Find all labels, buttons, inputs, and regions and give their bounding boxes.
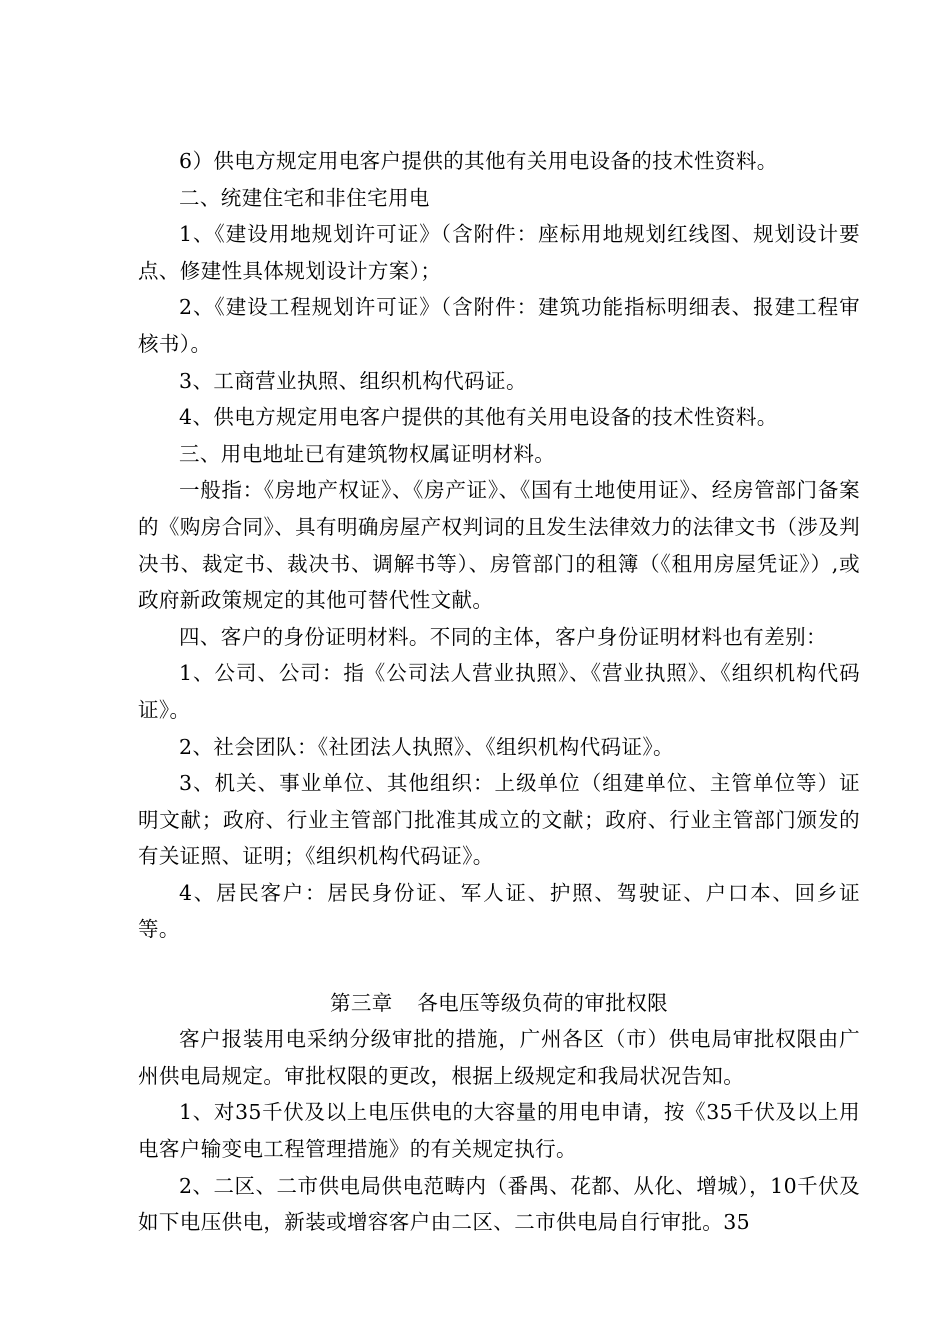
paragraph: 4、居民客户：居民身份证、军人证、护照、驾驶证、户口本、回乡证等。 — [138, 880, 860, 942]
paragraph: 3、机关、事业单位、其他组织：上级单位（组建单位、主管单位等）证明文献；政府、行业主管部门批准其成立的文献；政府、行业主管部门颁发的有关证照、证明；《组织机构代码证》。 — [138, 771, 860, 869]
section-heading: 二、统建住宅和非住宅用电 — [179, 185, 430, 210]
paragraph: 客户报装用电采纳分级审批的措施，广州各区（市）供电局审批权限由广州供电局规定。审批权限的更改，根据上级规定和我局状况告知。 — [138, 1027, 860, 1088]
paragraph: 1、对35千伏及以上电压供电的大容量的用电申请，按《35千伏及以上用电客户输变电工程管理措施》的有关规定执行。 — [138, 1100, 860, 1162]
paragraph: 1、公司、公司：指《公司法人营业执照》、《营业执照》、《组织机构代码证》。 — [138, 661, 860, 722]
section-heading: 三、用电地址已有建筑物权属证明材料。 — [179, 441, 556, 466]
paragraph: 3、工商营业执照、组织机构代码证。 — [179, 368, 527, 393]
paragraph: 1、《建设用地规划许可证》（含附件：座标用地规划红线图、规划设计要点、修建性具体规划设计方案）； — [138, 222, 860, 283]
chapter-number: 第三章 — [329, 990, 393, 1015]
section-heading: 四、客户的身份证明材料。不同的主体，客户身份证明材料也有差别： — [179, 624, 827, 649]
paragraph: 一般指：《房地产权证》、《房产证》、《国有土地使用证》、经房管部门备案的《购房合同》、具有明确房屋产权判词的且发生法律效力的法律文书（涉及判决书、裁定书、裁决书、调解书等）、房管部门的租簿（《租用房屋凭证》）,或政府新政策规定的其他可替代性文献。 — [138, 478, 860, 613]
paragraph: 6）供电方规定用电客户提供的其他有关用电设备的技术性资料。 — [179, 149, 778, 173]
paragraph: 2、二区、二市供电局供电范畴内（番禺、花都、从化、增城），10千伏及如下电压供电，新装或增容客户由二区、二市供电局自行审批。35 — [138, 1173, 860, 1235]
paragraph: 4、供电方规定用电客户提供的其他有关用电设备的技术性资料。 — [179, 405, 778, 430]
paragraph: 2、《建设工程规划许可证》（含附件：建筑功能指标明细表、报建工程审核书）。 — [138, 295, 860, 356]
paragraph: 2、社会团队：《社团法人执照》、《组织机构代码证》。 — [179, 734, 674, 759]
document-body — [138, 143, 860, 1241]
chapter-title — [138, 948, 860, 1021]
chapter-name: 各电压等级负荷的审批权限 — [417, 990, 669, 1015]
